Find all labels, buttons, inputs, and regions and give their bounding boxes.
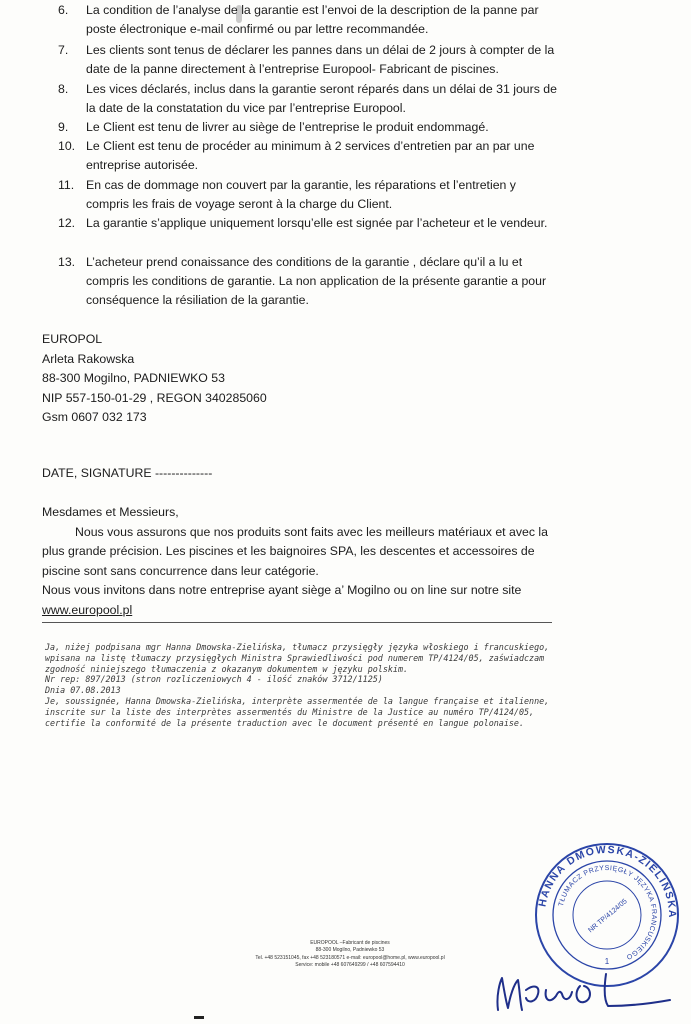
clause-number: 6. — [58, 3, 69, 17]
handwritten-signature — [480, 960, 680, 1020]
footer-line: Tel. +48 523151045, fax +48 523180571 e-mail: europool@home.pl, www.europool.pl — [255, 954, 445, 961]
clause-number: 8. — [58, 82, 69, 96]
clause-item — [58, 41, 558, 79]
letter-salutation: Mesdames et Messieurs, — [42, 505, 179, 519]
footer-line: 88-300 Mogilno, Padniewko 53 — [315, 947, 385, 954]
clause-item — [58, 1, 558, 39]
clause-text: La condition de l’analyse de la garantie est l’envoi de la description de la panne par poste électronique e-mail confirmé ou par lettre recommandée. — [86, 3, 539, 37]
stamp-center-text: NR TP/4124/05 — [587, 898, 629, 935]
clause-item — [58, 253, 558, 311]
footer-line: Service: mobile +48 607649299 / +48 607594410 — [295, 962, 405, 969]
page-footer — [200, 940, 500, 970]
company-gsm: Gsm 0607 032 173 — [42, 410, 147, 424]
certification-rep: Nr rep: 897/2013 (stron rozliczeniowych 4 - ilość znaków 3712/1125) — [45, 674, 383, 685]
clause-text: L’acheteur prend conaissance des conditions de la garantie , déclare qu’il a lu et compris les conditions de garantie. La non application de la présente garantie a pour conséquence la résiliation de la garantie. — [86, 255, 547, 308]
company-block — [42, 330, 267, 428]
letter-invitation: Nous vous invitons dans notre entreprise ayant siège a’ Mogilno ou on line sur notre site — [42, 583, 522, 597]
stamp-number: 1 — [604, 957, 610, 966]
translator-certification — [45, 642, 555, 728]
clause-text: Le Client est tenu de livrer au siège de l’entreprise le produit endommagé. — [86, 120, 489, 134]
stamp-inner-text: TŁUMACZ PRZYSIĘGŁY JĘZYKA FRANCUSKIEGO — [557, 864, 658, 961]
clause-number: 13. — [58, 255, 76, 269]
footer-line: EUROPOOL –Fabricant de piscines — [310, 940, 390, 946]
clause-number: 12. — [58, 216, 76, 230]
letter-paragraph: Nous vous assurons que nos produits sont faits avec les meilleurs matériaux et avec la plus grande précision. Les piscines et les baignoires SPA, les descentes et accessoires de piscine sont sans concurrence dans leur catégorie. — [42, 524, 548, 578]
clause-number: 10. — [58, 139, 76, 153]
certification-french: Je, soussignée, Hanna Dmowska-Zielińska, interprète assermentée de la langue française et italienne, inscrite sur la liste des interprètes assermentés du Ministre de la Justice au numéro TP/4124/05, certifie la conformité de la présente traduction avec le document présenté en langue polonaise. — [45, 695, 550, 728]
clause-text: Le Client est tenu de procéder au minimum à 2 services d’entretien par an par une entreprise autorisée. — [86, 139, 535, 173]
clause-text: La garantie s’applique uniquement lorsqu’elle est signée par l’acheteur et le vendeur. — [86, 216, 548, 230]
date-signature-line: DATE, SIGNATURE -------------- — [42, 466, 213, 480]
company-address: 88-300 Mogilno, PADNIEWKO 53 — [42, 371, 225, 385]
clause-item — [58, 214, 558, 233]
company-ids: NIP 557-150-01-29 , REGON 340285060 — [42, 390, 267, 405]
certification-polish: Ja, niżej podpisana mgr Hanna Dmowska-Zielińska, tłumacz przysięgły języka włoskiego i francuskiego, wpisana na listę tłumaczy przysięgłych Ministra Sprawiedliwości pod numerem TP/4124/05, zaświadczam zgodność niniejszego tłumaczenia z okazanym dokumentem w języku polskim. — [45, 642, 550, 674]
clause-text: En cas de dommage non couvert par la garantie, les réparations et l’entretien y compris les frais de voyage seront à la charge du Client. — [86, 178, 516, 212]
divider — [42, 622, 552, 623]
clause-number: 11. — [58, 178, 75, 192]
certification-date: Dnia 07.08.2013 — [45, 685, 121, 696]
clause-text: Les vices déclarés, inclus dans la garantie seront réparés dans un délai de 31 jours de la date de la constatation du vice par l’entreprise Europool. — [86, 82, 557, 116]
company-person: Arleta Rakowska — [42, 351, 135, 366]
clause-number: 9. — [58, 120, 69, 134]
clause-item — [58, 118, 558, 137]
company-name: EUROPOL — [42, 332, 103, 346]
scan-mark — [194, 1016, 204, 1019]
clause-number: 7. — [58, 43, 69, 57]
clause-item — [58, 137, 558, 175]
stamp-outer-text: HANNA DMOWSKA-ZIELIŃSKA — [536, 843, 679, 920]
clause-item — [58, 176, 558, 214]
clause-item — [58, 80, 558, 118]
clause-text: Les clients sont tenus de déclarer les pannes dans un délai de 2 jours à compter de la date de la panne directement à l’entreprise Europool- Fabricant de piscines. — [86, 43, 555, 77]
website-link[interactable]: www.europool.pl — [42, 602, 133, 617]
letter-block — [42, 503, 557, 620]
